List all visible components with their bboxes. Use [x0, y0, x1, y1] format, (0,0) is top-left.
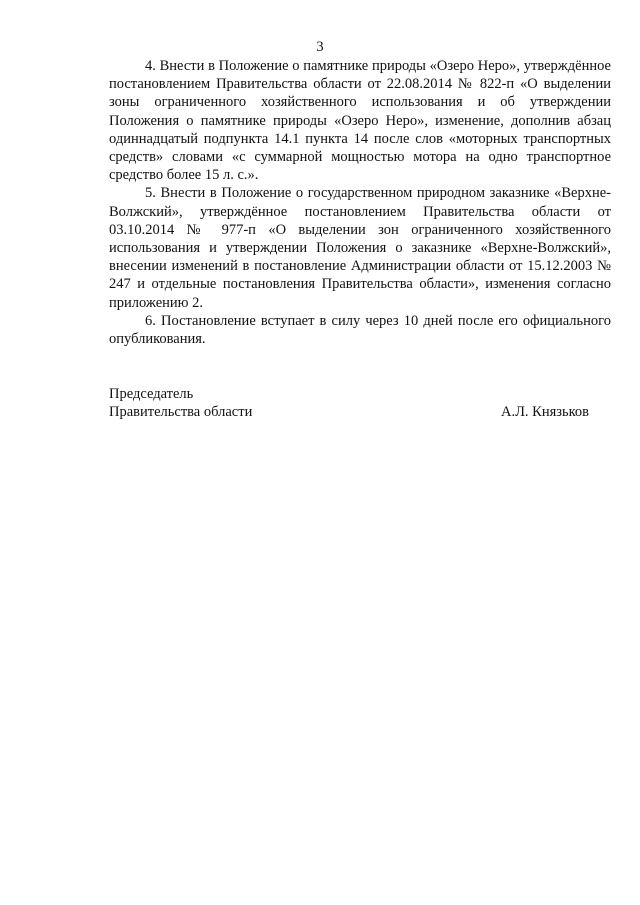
signatory-name: А.Л. Князьков — [500, 404, 589, 421]
paragraph-item-6: 6. Постановление вступает в силу через 10 дней после его официального опубликования. — [109, 312, 611, 348]
document-body — [109, 57, 611, 348]
signatory-title-line2: Правительства области — [109, 404, 253, 421]
signatory-title-line1: Председатель — [109, 386, 194, 402]
page-number: 3 — [316, 39, 324, 55]
paragraph-item-5: 5. Внести в Положение о государственном природном заказнике «Верхне-Волжский», утверждённое постановлением Правительства области от 03.10.2014 № 977-п «О выделении зон ограниченного хозяйственного использования и утверждении Положения о заказнике «Верхне-Волжский», внесении изменений в постановление Администрации области от 15.12.2003 № 247 и отдельные постановления Правительства области», изменения согласно приложению 2. — [109, 185, 611, 311]
signature-block — [109, 385, 589, 421]
signature-row — [109, 403, 589, 421]
paragraph-item-4: 4. Внести в Положение о памятнике природы «Озеро Неро», утверждённое постановлением Правительства области от 22.08.2014 № 822-п «О выделении зоны ограниченного хозяйственного использования и об утверждении Положения о памятнике природы «Озеро Неро», изменение, дополнив абзац одиннадцатый подпункта 14.1 пункта 14 после слов «моторных транспортных средств» словами «с суммарной мощностью мотора на одно транспортное средство более 15 л. с.». — [109, 58, 611, 184]
